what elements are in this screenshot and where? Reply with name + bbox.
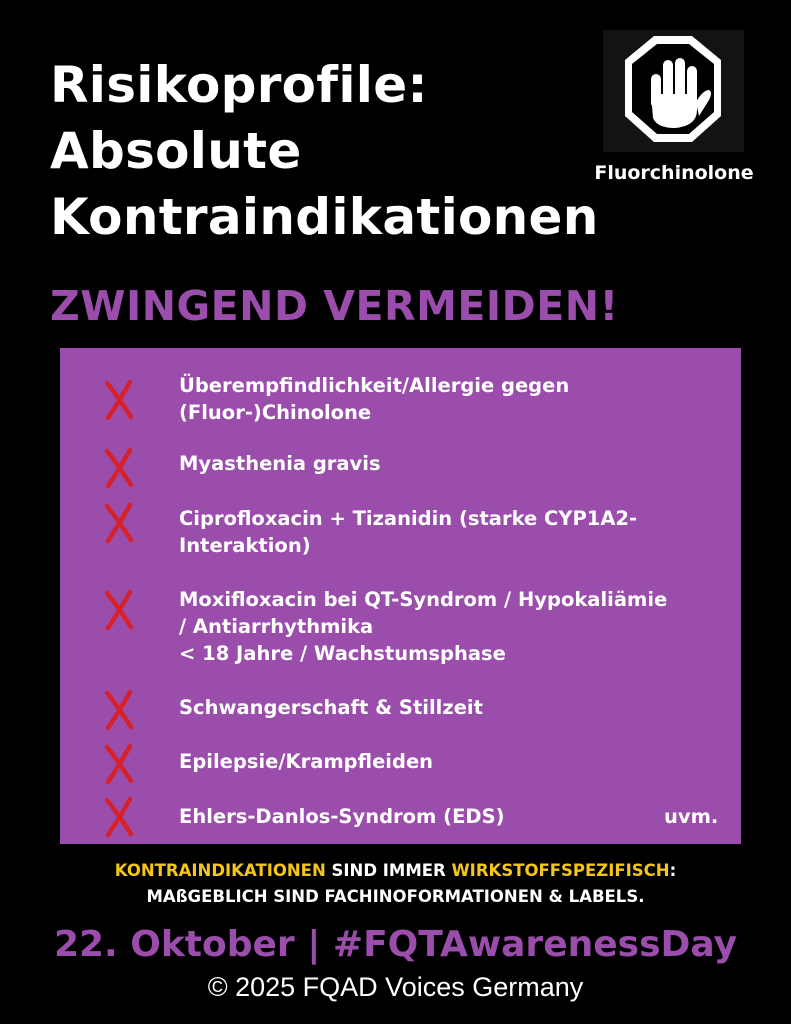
cross-icon: [102, 688, 136, 732]
cross-icon: [102, 378, 136, 422]
contraindication-text: Myasthenia gravis: [179, 452, 381, 475]
contraindication-text: Überempfindlichkeit/Allergie gegen (Fluor-)Chinolone: [179, 374, 570, 424]
fluorchinolone-label: Fluorchinolone: [594, 162, 754, 184]
note-line-1: KONTRAINDIKATIONEN SIND IMMER WIRKSTOFFSPEZIFISCH:: [114, 861, 677, 880]
note-line-2: MAßGEBLICH SIND FACHINOFORMATIONEN & LABELS.: [146, 887, 645, 906]
contraindication-text: Epilepsie/Krampfleiden: [179, 750, 434, 773]
contraindication-text: Ciprofloxacin + Tizanidin (starke CYP1A2- Interaktion): [179, 507, 638, 557]
copyright: © 2025 FQAD Voices Germany: [207, 972, 584, 1002]
stop-hand-icon: [603, 30, 744, 152]
cross-icon: [102, 501, 136, 545]
cross-icon: [102, 588, 136, 632]
cross-icon: [102, 795, 136, 839]
title-line-1: Risikoprofile:: [50, 56, 428, 114]
more-label: uvm.: [664, 805, 719, 828]
cross-icon: [102, 742, 136, 786]
specificity-note: [0, 858, 791, 910]
cross-icon: [102, 446, 136, 490]
warning-heading: ZWINGEND VERMEIDEN!: [50, 282, 619, 330]
title-line-3: Kontraindikationen: [50, 188, 599, 246]
contraindications-panel: [60, 348, 741, 844]
awareness-day-tag: 22. Oktober | #FQTAwarenessDay: [53, 924, 738, 965]
contraindication-text: Schwangerschaft & Stillzeit: [179, 696, 483, 719]
title-line-2: Absolute: [50, 122, 302, 180]
contraindication-text: Ehlers-Danlos-Syndrom (EDS): [179, 805, 505, 828]
page-title: [50, 52, 599, 250]
contraindication-text: Moxifloxacin bei QT-Syndrom / Hypokaliämie / Antiarrhythmika < 18 Jahre / Wachstumsphase: [179, 588, 668, 665]
